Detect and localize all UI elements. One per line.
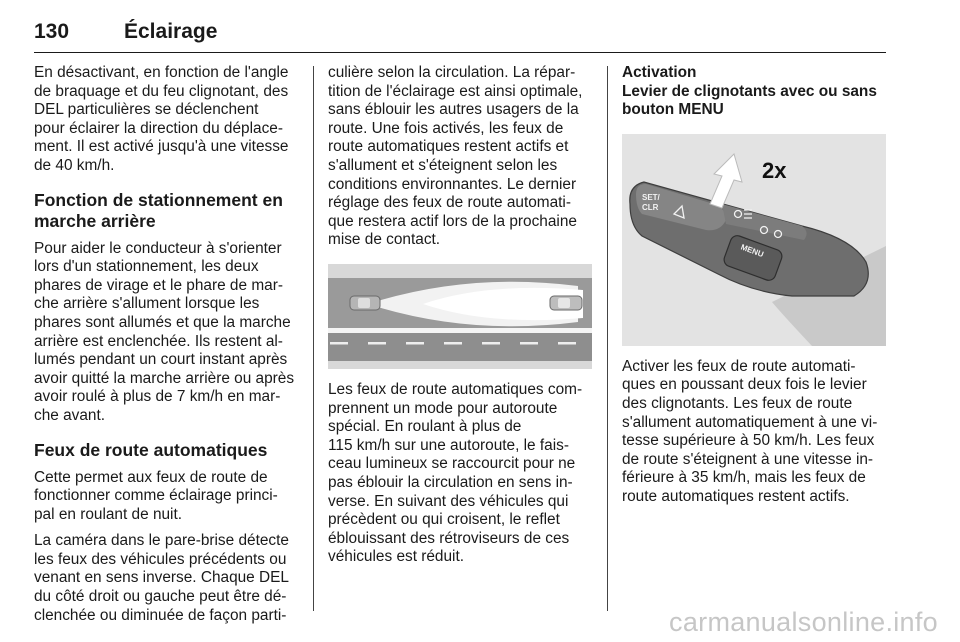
paragraph-auto-high-beam-intro bbox=[34, 469, 298, 525]
heading-line: Feux de route automatiques bbox=[34, 439, 268, 460]
page-header bbox=[34, 18, 886, 53]
text-line: Cette permet aux feux de route de bbox=[34, 468, 268, 486]
column-middle bbox=[328, 64, 592, 575]
text-line: pas éblouir la circulation en sens in- bbox=[328, 473, 573, 491]
text-line: clenchée ou diminuée de façon parti- bbox=[34, 606, 287, 624]
text-line: ceau lumineux se raccourcit pour ne bbox=[328, 455, 576, 473]
text-line: les feux des véhicules précédents ou bbox=[34, 550, 287, 568]
car-own bbox=[350, 296, 380, 310]
text-line: Pour aider le conducteur à s'orienter bbox=[34, 239, 282, 257]
text-line: s'allument automatiquement à une vi- bbox=[622, 413, 878, 431]
text-line: avoir quitté la marche arrière ou après bbox=[34, 369, 295, 387]
text-line: ment. Il est activé jusqu'à une vitesse bbox=[34, 138, 289, 156]
opposite-lane bbox=[328, 333, 592, 361]
text-line: férieure à 35 km/h, mais les feux de bbox=[622, 469, 866, 487]
text-line: phares de virage et le phare de mar- bbox=[34, 276, 283, 294]
text-line: route automatiques restent actifs et bbox=[328, 138, 569, 156]
heading-auto-high-beam bbox=[34, 440, 298, 461]
text-line: mise de contact. bbox=[328, 231, 441, 249]
heading-line: Levier de clignotants avec ou sans bbox=[622, 82, 877, 100]
text-line: pour éclairer la direction du déplace- bbox=[34, 119, 283, 137]
car-ahead bbox=[550, 296, 582, 310]
paragraph-cornering-light bbox=[34, 64, 298, 176]
text-line: fonctionner comme éclairage princi- bbox=[34, 487, 278, 505]
page-number: 130 bbox=[34, 20, 70, 43]
text-line: route automatiques restent actifs. bbox=[622, 487, 850, 505]
text-line: avoir roulé à plus de 7 km/h en mar- bbox=[34, 388, 281, 406]
paragraph-camera bbox=[34, 532, 298, 625]
text-line: de 40 km/h. bbox=[34, 156, 115, 174]
text-line: de braquage et du feu clignotant, des bbox=[34, 82, 289, 100]
paragraph-activation bbox=[622, 358, 886, 507]
text-line: des clignotants. Les feux de route bbox=[622, 394, 853, 412]
column-right bbox=[622, 64, 886, 515]
text-line: que restera actif lors de la prochaine bbox=[328, 212, 577, 230]
text-line: venant en sens inverse. Chaque DEL bbox=[34, 569, 289, 587]
text-line: che arrière s'allument lorsque les bbox=[34, 295, 260, 313]
heading-parking-function bbox=[34, 190, 298, 232]
text-line: tesse supérieure à 50 km/h. Les feux bbox=[622, 432, 875, 450]
text-line: Les feux de route automatiques com- bbox=[328, 380, 583, 398]
clr-label: CLR bbox=[642, 202, 659, 212]
text-line: 115 km/h sur une autoroute, le fais- bbox=[328, 436, 569, 454]
text-line: éblouissant des rétroviseurs de ces bbox=[328, 529, 570, 547]
column-divider bbox=[607, 66, 608, 611]
text-line: tition de l'éclairage est ainsi optimale, bbox=[328, 82, 583, 100]
heading-activation: Activation bbox=[622, 64, 697, 81]
menu-label: MENU bbox=[739, 242, 765, 259]
text-line: ques en poussant deux fois le levier bbox=[622, 376, 867, 394]
text-line: verse. En suivant des véhicules qui bbox=[328, 492, 569, 510]
paragraph-distribution bbox=[328, 64, 592, 250]
text-line: En désactivant, en fonction de l'angle bbox=[34, 64, 289, 81]
heading-line: Fonction de stationnement en bbox=[34, 189, 283, 210]
text-line: prennent un mode pour autoroute bbox=[328, 399, 558, 417]
text-line: conditions environnantes. Le dernier bbox=[328, 175, 577, 193]
text-line: arrière est enclenchée. Ils restent al- bbox=[34, 332, 283, 350]
text-line: La caméra dans le pare-brise détecte bbox=[34, 532, 289, 550]
set-label: SET/ bbox=[642, 192, 660, 202]
subheading-lever bbox=[622, 83, 886, 120]
text-line: phares sont allumés et que la marche bbox=[34, 313, 291, 331]
text-line: spécial. En roulant à plus de bbox=[328, 418, 522, 436]
text-line: précèdent ou qui croisent, le reflet bbox=[328, 511, 560, 529]
paragraph-motorway-mode bbox=[328, 381, 592, 567]
text-line: de route s'éteignent à une vitesse in- bbox=[622, 450, 874, 468]
text-line: du côté droit ou gauche peut être dé- bbox=[34, 588, 287, 606]
text-line: culière selon la circulation. La répar- bbox=[328, 64, 576, 81]
watermark: carmanualsonline.info bbox=[669, 607, 938, 637]
text-line: route. Une fois activés, les feux de bbox=[328, 119, 564, 137]
paragraph-parking-function bbox=[34, 240, 298, 426]
lever-illustration bbox=[622, 134, 886, 346]
text-line: s'allument et s'éteignent selon les bbox=[328, 156, 558, 174]
text-line: réglage des feux de route automati- bbox=[328, 194, 571, 212]
chapter-title: Éclairage bbox=[124, 20, 218, 43]
column-divider bbox=[313, 66, 314, 611]
text-line: DEL particulières se déclenchent bbox=[34, 101, 259, 119]
text-line: che avant. bbox=[34, 406, 106, 424]
heading-line: marche arrière bbox=[34, 210, 156, 231]
text-line: véhicules est réduit. bbox=[328, 548, 465, 566]
push-count-badge: 2x bbox=[762, 157, 787, 183]
road-illustration bbox=[328, 264, 592, 369]
text-line: lumés pendant un court instant après bbox=[34, 351, 288, 369]
column-left bbox=[34, 64, 298, 633]
text-line: pal en roulant de nuit. bbox=[34, 505, 183, 523]
heading-line: bouton MENU bbox=[622, 101, 724, 119]
text-line: Activer les feux de route automati- bbox=[622, 357, 856, 375]
text-line: sans éblouir les autres usagers de la bbox=[328, 101, 579, 119]
text-line: lors d'un stationnement, les deux bbox=[34, 258, 259, 276]
